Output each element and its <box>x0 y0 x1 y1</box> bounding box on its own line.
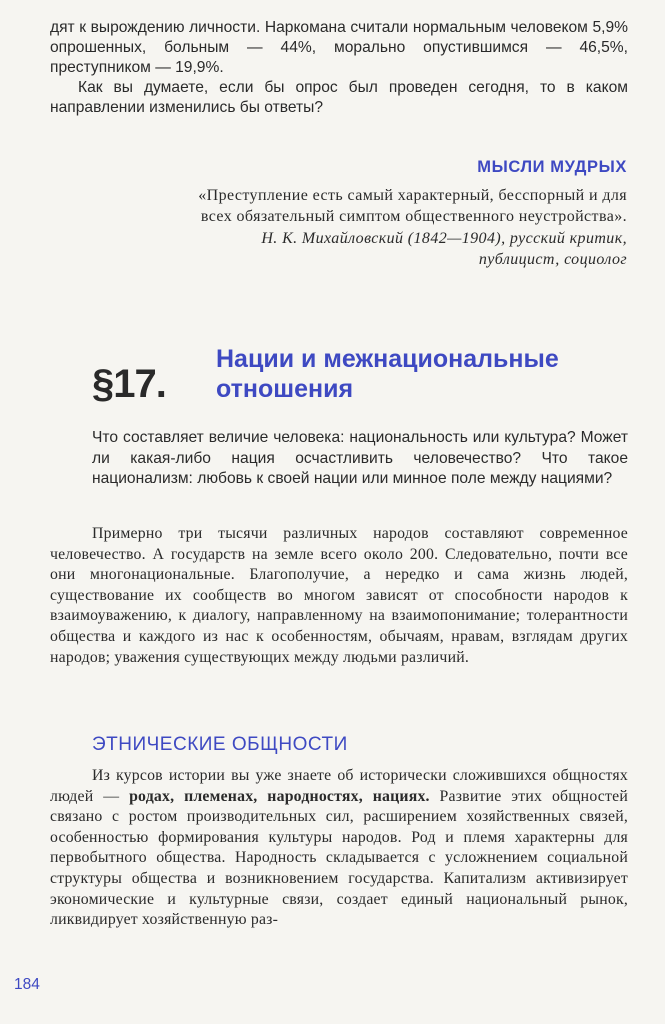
quote-block <box>197 186 627 270</box>
questions-text: Что составляет величие человека: национальность или культура? Может ли какая-либо нация осчастливить человечество? Что такое национализм: любовь к своей нации или минное поле между нациями? <box>92 429 628 487</box>
intro-questions <box>92 428 628 490</box>
quote-text: «Преступление есть самый характерный, бесспорный и для всех обязательный симптом общественного неустройства». <box>198 187 627 225</box>
section-heading: ЭТНИЧЕСКИЕ ОБЩНОСТИ <box>92 734 348 755</box>
main-paragraph: Примерно три тысячи различных народов составляют современное человечество. А государств на земле всего около 200. Следовательно, почти все они многонациональные. Благополучие, а нередко и сама жизнь людей, существование их сообществ во многом зависят от способности народов к взаимоуважению, к диалогу, направленному на взаимопонимание; толерантности общества и каждого из нас к особенностям, обычаям, нравам, взглядам других народов; уважения существующих между людьми различий. <box>50 525 628 666</box>
section-paragraph <box>50 766 628 931</box>
paragraph-title: Нации и межнациональные отношения <box>216 345 559 403</box>
quote-author: Н. К. Михайловский (1842—1904), русский критик, публицист, социолог <box>261 230 627 268</box>
intro-paragraph-1: дят к вырождению личности. Наркомана считали нормальным человеком 5,9% опрошенных, больным — 44%, морально опустившимся — 46,5%, преступником — 19,9%. <box>50 19 628 76</box>
section-bold-terms: родах, племенах, народностях, нациях. <box>129 787 430 805</box>
section-text-end: Развитие этих общностей связано с ростом производительных сил, расширением хозяйственных связей, особенностью формирования культуры народов. Род и племя характерны для первобытного общества. Народность складывается с усложнением социальной структуры общества и возникновением государства. Капитализм активизирует экономические и культурные связи, создает единый национальный рынок, ликвидирует хозяйственную раз- <box>50 787 628 929</box>
intro-paragraph-2: Как вы думаете, если бы опрос был проведен сегодня, то в каком направлении изменились бы ответы? <box>50 79 628 116</box>
section-text-start: Из курсов истории вы уже знаете об исторически сложившихся общностях людей — <box>50 767 628 805</box>
paragraph-number: §17. <box>92 362 166 406</box>
intro-text <box>50 18 628 118</box>
page-number: 184 <box>14 976 40 993</box>
section-text-block <box>50 766 628 931</box>
main-text-block <box>50 524 628 668</box>
wise-thoughts-heading: МЫСЛИ МУДРЫХ <box>477 158 627 176</box>
